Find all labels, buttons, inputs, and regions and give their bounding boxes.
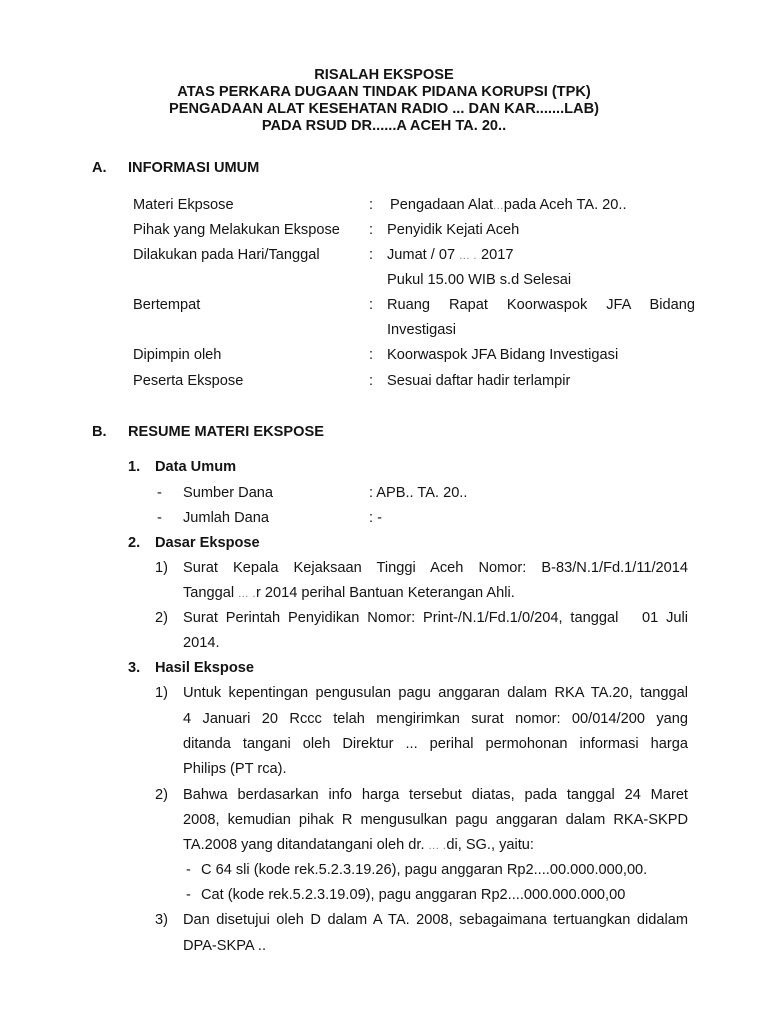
info-value-continued: Pukul 15.00 WIB s.d Selesai [387,272,572,288]
list-dash: - [186,862,191,878]
paragraph-line: Tanggal ... .r 2014 perihal Bantuan Keterangan Ahli. [183,585,515,601]
paragraph-line: Philips (PT rca). [183,761,287,777]
paragraph-line: TA.2008 yang ditandatangani oleh dr. ... .di, SG., yaitu: [183,837,534,853]
paragraph-line: Untuk kepentingan pengusulan pagu anggaran dalam RKA TA.20, tanggal [183,685,688,701]
info-label: Peserta Ekspose [133,373,244,389]
info-label: Dilakukan pada Hari/Tanggal [133,247,320,263]
list-dash: - [157,510,162,526]
paragraph-line: Surat Kepala Kejaksaan Tinggi Aceh Nomor: B-83/N.1/Fd.1/11/2014 [183,560,688,576]
info-colon: : [369,247,374,263]
info-colon: : [369,197,374,213]
paragraph-number: 2) [155,610,168,626]
item-title: Data Umum [155,459,237,475]
sub-list-item: C 64 sli (kode rek.5.2.3.19.26), pagu anggaran Rp2....00.000.000,00. [201,862,648,878]
paragraph-line: DPA-SKPA .. [183,938,266,954]
info-colon: : [369,297,374,313]
section-b-title: RESUME MATERI EKSPOSE [128,424,324,440]
paragraph-number: 3) [155,912,168,928]
item-number: 3. [128,660,141,676]
info-colon: : [369,222,374,238]
item-title: Dasar Ekspose [155,535,260,551]
paragraph-line: Bahwa berdasarkan info harga tersebut diatas, pada tanggal 24 Maret [183,787,688,803]
info-value-continued: Investigasi [387,322,456,338]
data-label: Jumlah Dana [183,510,269,526]
paragraph-line: 4 Januari 20 Rccc telah mengirimkan surat nomor: 00/014/200 yang [183,711,688,727]
paragraph-line: 2014. [183,635,220,651]
paragraph-line: Dan disetujui oleh D dalam A TA. 2008, sebagaimana tertuangkan didalam [183,912,688,928]
list-dash: - [186,887,191,903]
document-subtitle-3: PADA RSUD DR......A ACEH TA. 20.. [261,118,507,134]
info-colon: : [369,373,374,389]
item-number: 1. [128,459,141,475]
info-label: Dipimpin oleh [133,347,222,363]
data-label: Sumber Dana [183,485,274,501]
document-subtitle-1: ATAS PERKARA DUGAAN TINDAK PIDANA KORUPSI (TPK) [177,84,591,100]
item-title: Hasil Ekspose [155,660,254,676]
document-title: RISALAH EKSPOSE [314,67,454,83]
paragraph-line: ditanda tangani oleh Direktur ... perihal permohonan informasi harga [183,736,688,752]
section-a-title: INFORMASI UMUM [128,160,260,176]
info-value: Koorwaspok JFA Bidang Investigasi [387,347,619,363]
item-number: 2. [128,535,141,551]
paragraph-number: 1) [155,560,168,576]
section-a-letter: A. [92,160,107,176]
section-b-letter: B. [92,424,107,440]
sub-list-item: Cat (kode rek.5.2.3.19.09), pagu anggaran Rp2....000.000.000,00 [201,887,626,903]
paragraph-number: 1) [155,685,168,701]
info-value: Pengadaan Alat...pada Aceh TA. 20.. [390,197,627,213]
document-subtitle-2: PENGADAAN ALAT KESEHATAN RADIO ... DAN KAR.......LAB) [169,101,599,117]
info-label: Bertempat [133,297,201,313]
info-value: Jumat / 07 ... . 2017 [387,247,514,263]
paragraph-number: 2) [155,787,168,803]
data-value: : APB.. TA. 20.. [369,485,468,501]
info-label: Materi Ekpsose [133,197,234,213]
info-label: Pihak yang Melakukan Ekspose [133,222,340,238]
info-value: Ruang Rapat Koorwaspok JFA Bidang [387,297,695,313]
list-dash: - [157,485,162,501]
data-value: : - [369,510,382,526]
info-value: Penyidik Kejati Aceh [387,222,520,238]
paragraph-line: Surat Perintah Penyidikan Nomor: Print-/N.1/Fd.1/0/204, tanggal 01 Juli [183,610,688,626]
info-colon: : [369,347,374,363]
info-value: Sesuai daftar hadir terlampir [387,373,571,389]
paragraph-line: 2008, kemudian pihak R mengusulkan pagu anggaran dalam RKA-SKPD [183,812,688,828]
